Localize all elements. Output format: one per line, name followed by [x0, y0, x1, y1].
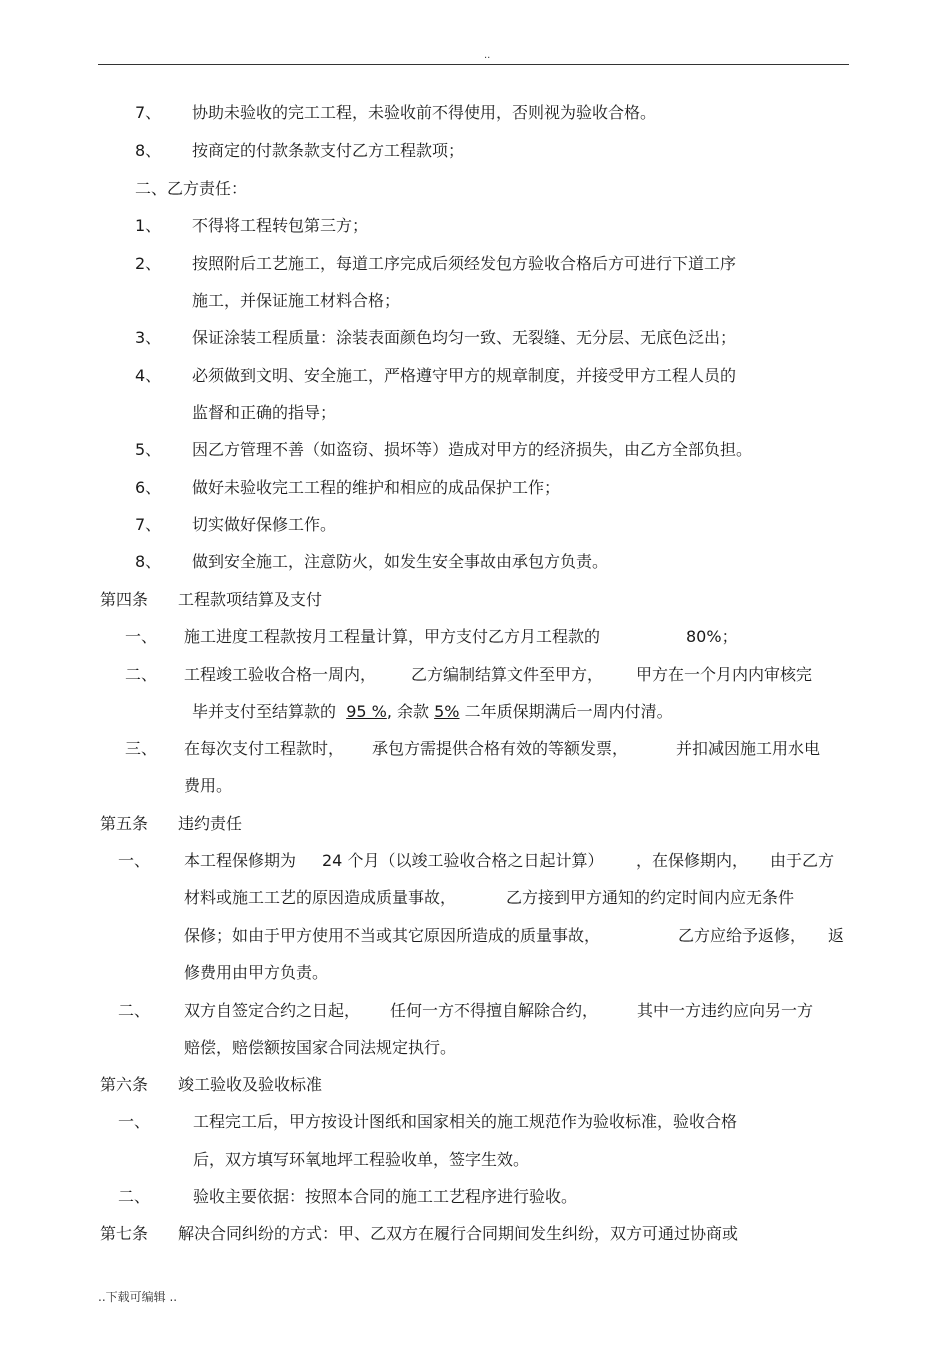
art5-i1-part3: 由于乙方 [770, 851, 835, 870]
b1-number: 1、 [135, 216, 162, 235]
art4-i2-pct2: 5% [434, 702, 460, 721]
art5-i1-number: 一、 [118, 851, 151, 870]
art5-i2-part1: 双方自签定合约之日起， [184, 1001, 361, 1020]
b1-text: 不得将工程转包第三方； [192, 216, 369, 235]
b2-text-line2: 施工，并保证施工材料合格； [192, 291, 401, 310]
art4-i3-number: 三、 [125, 739, 158, 758]
art4-i3-line2: 费用。 [184, 776, 233, 795]
header-rule [98, 64, 849, 65]
art5-i2-part2: 任何一方不得擅自解除合约， [390, 1001, 599, 1020]
art5-i2-part3: 其中一方违约应向另一方 [637, 1001, 814, 1020]
art5-i1-line3c: 返 [828, 926, 845, 945]
b7-number: 7、 [135, 515, 162, 534]
art4-i1-number: 一、 [125, 627, 158, 646]
art4-i2-part3: 甲方在一个月内内审核完 [636, 665, 813, 684]
art4-i1-text: 施工进度工程款按月工程量计算，甲方支付乙方月工程款的 [184, 627, 601, 646]
art4-i2-line2: 毕并支付至结算款的 95 %, 余款 5% 二年质保期满后一周内付清。 [192, 702, 673, 721]
a7-number: 7、 [135, 103, 162, 122]
b2-number: 2、 [135, 254, 162, 273]
art5-i1-part2: ，在保修期内， [636, 851, 749, 870]
art6-title: 竣工验收及验收标准 [178, 1075, 323, 1094]
art6-i2-text: 验收主要依据：按照本合同的施工工艺程序进行验收。 [193, 1187, 578, 1206]
art4-i1-percent: 80%； [686, 627, 738, 646]
art5-i1-line2a: 材料或施工工艺的原因造成质量事故， [184, 888, 457, 907]
art7-text: 解决合同纠纷的方式：甲、乙双方在履行合同期间发生纠纷，双方可通过协商或 [178, 1224, 739, 1243]
b8-number: 8、 [135, 552, 162, 571]
art6-i1-line1: 工程完工后，甲方按设计图纸和国家相关的施工规范作为验收标准，验收合格 [193, 1112, 738, 1131]
b8-text: 做到安全施工，注意防火，如发生安全事故由承包方负责。 [192, 552, 609, 571]
art4-i2-pct1: 95 % [346, 702, 387, 721]
art4-i2-number: 二、 [125, 665, 158, 684]
header-dots: .. [484, 50, 491, 61]
footer-text: ..下载可编辑 .. [98, 1290, 178, 1304]
art5-i1-line4: 修费用由甲方负责。 [184, 963, 329, 982]
art5-i1-line3b: 乙方应给予返修， [678, 926, 807, 945]
art5-label: 第五条 [100, 814, 149, 833]
b3-text: 保证涂装工程质量：涂装表面颜色均匀一致、无裂缝、无分层、无底色泛出； [192, 328, 737, 347]
art4-i2-part1: 工程竣工验收合格一周内， [184, 665, 377, 684]
party-b-heading: 二、乙方责任： [135, 179, 248, 198]
a7-text: 协助未验收的完工工程，未验收前不得使用，否则视为验收合格。 [192, 103, 657, 122]
art5-title: 违约责任 [178, 814, 243, 833]
art4-i2-part2: 乙方编制结算文件至甲方， [411, 665, 604, 684]
art5-i2-number: 二、 [118, 1001, 151, 1020]
b6-text: 做好未验收完工工程的维护和相应的成品保护工作； [192, 478, 561, 497]
a8-number: 8、 [135, 141, 162, 160]
art5-i1-line3a: 保修；如由于甲方使用不当或其它原因所造成的质量事故， [184, 926, 601, 945]
art4-i3-part3: 并扣减因施工用水电 [676, 739, 821, 758]
art6-label: 第六条 [100, 1075, 149, 1094]
art5-i1-line2b: 乙方接到甲方通知的约定时间内应无条件 [506, 888, 795, 907]
art4-label: 第四条 [100, 590, 149, 609]
art5-i2-line2: 赔偿，赔偿额按国家合同法规定执行。 [184, 1038, 457, 1057]
art5-i1-part1: 本工程保修期为 [184, 851, 297, 870]
b2-text-line1: 按照附后工艺施工，每道工序完成后须经发包方验收合格后方可进行下道工序 [192, 254, 737, 273]
art7-label: 第七条 [100, 1224, 149, 1243]
art4-title: 工程款项结算及支付 [178, 590, 323, 609]
a8-text: 按商定的付款条款支付乙方工程款项； [192, 141, 465, 160]
art6-i1-number: 一、 [118, 1112, 151, 1131]
b7-text: 切实做好保修工作。 [192, 515, 337, 534]
art6-i2-number: 二、 [118, 1187, 151, 1206]
b4-text-line2: 监督和正确的指导； [192, 403, 337, 422]
b5-text: 因乙方管理不善（如盗窃、损坏等）造成对甲方的经济损失，由乙方全部负担。 [192, 440, 753, 459]
art6-i1-line2: 后，双方填写环氧地坪工程验收单，签字生效。 [193, 1150, 530, 1169]
b4-number: 4、 [135, 366, 162, 385]
art5-i1-months: 24 个月（以竣工验收合格之日起计算） [322, 851, 604, 870]
art4-i3-part1: 在每次支付工程款时， [184, 739, 345, 758]
b4-text-line1: 必须做到文明、安全施工，严格遵守甲方的规章制度，并接受甲方工程人员的 [192, 366, 737, 385]
b5-number: 5、 [135, 440, 162, 459]
b6-number: 6、 [135, 478, 162, 497]
art4-i3-part2: 承包方需提供合格有效的等额发票， [372, 739, 629, 758]
b3-number: 3、 [135, 328, 162, 347]
